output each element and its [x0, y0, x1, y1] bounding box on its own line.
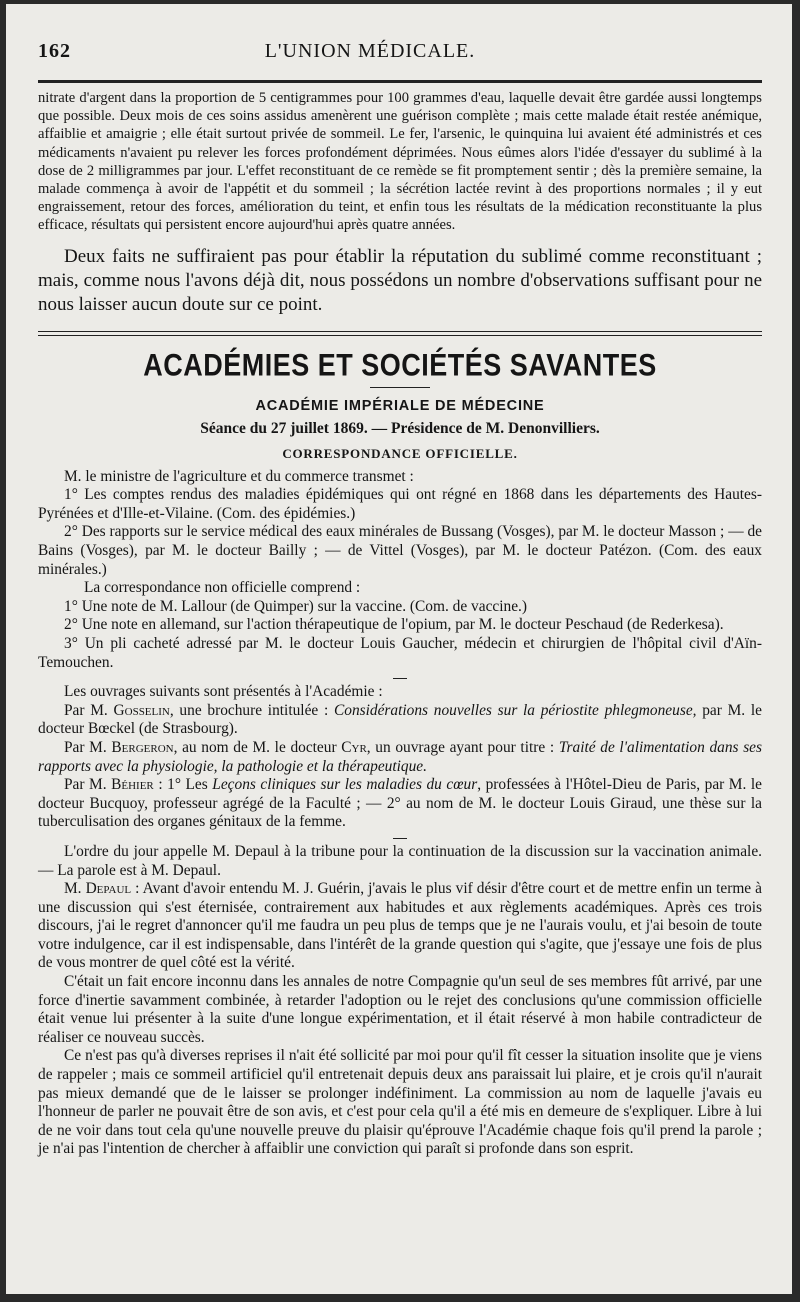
depaul-speech-continued: Ce n'est pas qu'à diverses reprises il n'ait été sollicité par moi pour qu'il fît cesser la situation insolite que je viens de rappeler ; mais ce sommeil artificiel qu'il entretenait depuis deux ans paraissait lui plaire, et je crois qu'il n'aurait pas mieux demandé que de le laisser se prolonger indéfiniment. La commission au nom de laquelle j'avais eu l'honneur de parler ne pouvait être de son avis, et c'est pour cela qu'il a été mis en demeure de s'expliquer. Libre à lui de ne voir dans tout cela qu'une nouvelle preuve du plaisir qu'éprouve l'Académie chaque fois qu'il prend la parole ; je n'ai pas l'intention de chercher à affaiblir une conviction qui paraît si profonde dans son esprit.: [38, 1047, 762, 1158]
correspondance-heading: CORRESPONDANCE OFFICIELLE.: [282, 445, 518, 461]
academy-heading: ACADÉMIE IMPÉRIALE DE MÉDECINE: [255, 397, 545, 414]
page-number: 162: [38, 40, 71, 62]
paragraph-item: 2° Des rapports sur le service médical des eaux minérales de Bussang (Vosges), par M. le docteur Masson ; — de Bains (Vosges), par M. le docteur Bailly ; — de Vittel (Vosges), par M. le docteur Patézon. (Com. des eaux minérales.): [38, 523, 762, 578]
paragraph-item: 3° Un pli cacheté adressé par M. le docteur Louis Gaucher, médecin et chirurgien de l'hôpital civil d'Aïn-Temouchen.: [38, 634, 762, 671]
journal-title: L'UNION MÉDICALE.: [264, 40, 476, 62]
ouvrages-intro: Les ouvrages suivants sont présentés à l'Académie :: [64, 683, 383, 701]
ouvrage-behier: Par M. Béhier : 1° Les Leçons cliniques sur les maladies du cœur, professées à l'Hôtel-Dieu de Paris, par M. le docteur Bucquoy, professeur agrégé de la Faculté ; — 2° au nom de M. le docteur Louis Giraud, une thèse sur la tuberculisation des organes génitaux de la femme.: [38, 776, 762, 831]
section-title: ACADÉMIES ET SOCIÉTÉS SAVANTES: [143, 347, 657, 383]
header-rule: [38, 80, 762, 83]
author-name: Cyr: [341, 738, 367, 756]
speaker-name: M. Depaul: [64, 880, 132, 898]
page-header: [38, 40, 762, 70]
separator-dash: [393, 838, 407, 839]
author-name: Gosselin: [113, 701, 170, 719]
ouvrage-gosselin: Par M. Gosselin, une brochure intitulée : Considérations nouvelles sur la périostite phlegmoneuse, par M. le docteur Bœckel (de Strasbourg).: [38, 701, 762, 738]
work-title: Leçons cliniques sur les maladies du cœur: [212, 776, 478, 794]
paragraph-ministre: M. le ministre de l'agriculture et du commerce transmet :: [64, 467, 414, 485]
section-divider: [38, 331, 762, 336]
intro-paragraph: nitrate d'argent dans la proportion de 5 centigrammes pour 100 grammes d'eau, laquelle devait être gardée aussi longtemps que possible. Deux mois de ces soins assidus amenèrent une guérison complète ; mais cette malade était restée anémique, affaiblie et amaigrie ; elle était surtout privée de sommeil. Le fer, l'arsenic, le quinquina lui avaient été administrés et ces médicaments n'avaient pu relever les forces profondément déprimées. Nous eûmes alors l'idée d'essayer du sublimé à la dose de 2 milligrammes par jour. L'effet reconstituant de ce remède se fit promptement sentir ; dès la première semaine, la malade commença à avoir de l'appétit et du sommeil ; la sécrétion lactée revint à des proportions normales ; il y eut engraissement, retour des forces, amélioration du teint, et enfin tous les résultats de la médication reconstituante la plus efficace, résultats qui persistent encore aujourd'hui après quatre années.: [38, 90, 762, 234]
work-title: Considérations nouvelles sur la périostite phlegmoneuse,: [333, 701, 697, 719]
journal-page: [6, 4, 792, 1294]
paragraph-item: 1° Une note de M. Lallour (de Quimper) sur la vaccine. (Com. de vaccine.): [64, 597, 528, 615]
depaul-speech: M. Depaul : Avant d'avoir entendu M. J. Guérin, j'avais le plus vif désir d'être court et de mettre enfin un terme à une discussion qui s'est éternisée, contrairement aux habitudes et aux règlements académiques. Après ces trois discours, j'ai le regret d'annoncer qu'il me faudra un peu plus de temps que je ne l'aurais voulu, et j'ai besoin de toute votre indulgence, car il est indispensable, dans l'intérêt de la grande question qui s'agite, que j'essaye une fois de plus de vous montrer de quel côté est la vérité.: [38, 880, 762, 972]
title-underline: [370, 387, 430, 388]
paragraph-item: 2° Une note en allemand, sur l'action thérapeutique de l'opium, par M. le docteur Peschaud (de Rederkesa).: [64, 616, 724, 634]
author-name: Bergeron: [111, 738, 174, 756]
work-title: Traité de l'alimentation dans ses rapports avec la physiologie, la pathologie et la thérapeutique.: [38, 738, 763, 775]
separator-dash: [393, 678, 407, 679]
ouvrage-bergeron: Par M. Bergeron, au nom de M. le docteur Cyr, un ouvrage ayant pour titre : Traité de l'alimentation dans ses rapports avec la physiologie, la pathologie et la thérapeutique.: [38, 738, 763, 775]
paragraph-item: 1° Les comptes rendus des maladies épidémiques qui ont régné en 1868 dans les départements des Hautes-Pyrénées et d'Ille-et-Vilaine. (Com. des épidémies.): [38, 486, 762, 522]
conclusion-paragraph: Deux faits ne suffiraient pas pour établir la réputation du sublimé comme reconstituant ; mais, comme nous l'avons déjà dit, nous possédons un nombre d'observations suffisant pour ne nous laisser aucun doute sur ce point.: [38, 245, 762, 315]
depaul-speech-continued: C'était un fait encore inconnu dans les annales de notre Compagnie qu'un seul de ses membres fût arrivé, par une force d'inertie savamment combinée, à retarder l'adoption ou le rejet des conclusions qu'une commission officielle était venue lui présenter à la suite d'une longue expérimentation, et il était réservé à mon habile contradicteur de réaliser ce nouveau succès.: [38, 973, 762, 1046]
ordre-du-jour: L'ordre du jour appelle M. Depaul à la tribune pour la continuation de la discussion sur la vaccination animale. — La parole est à M. Depaul.: [38, 842, 762, 879]
paragraph-correspondance: La correspondance non officielle comprend :: [84, 579, 361, 597]
author-name: Béhier: [111, 776, 154, 794]
seance-heading: Séance du 27 juillet 1869. — Présidence de M. Denonvilliers.: [200, 419, 600, 437]
